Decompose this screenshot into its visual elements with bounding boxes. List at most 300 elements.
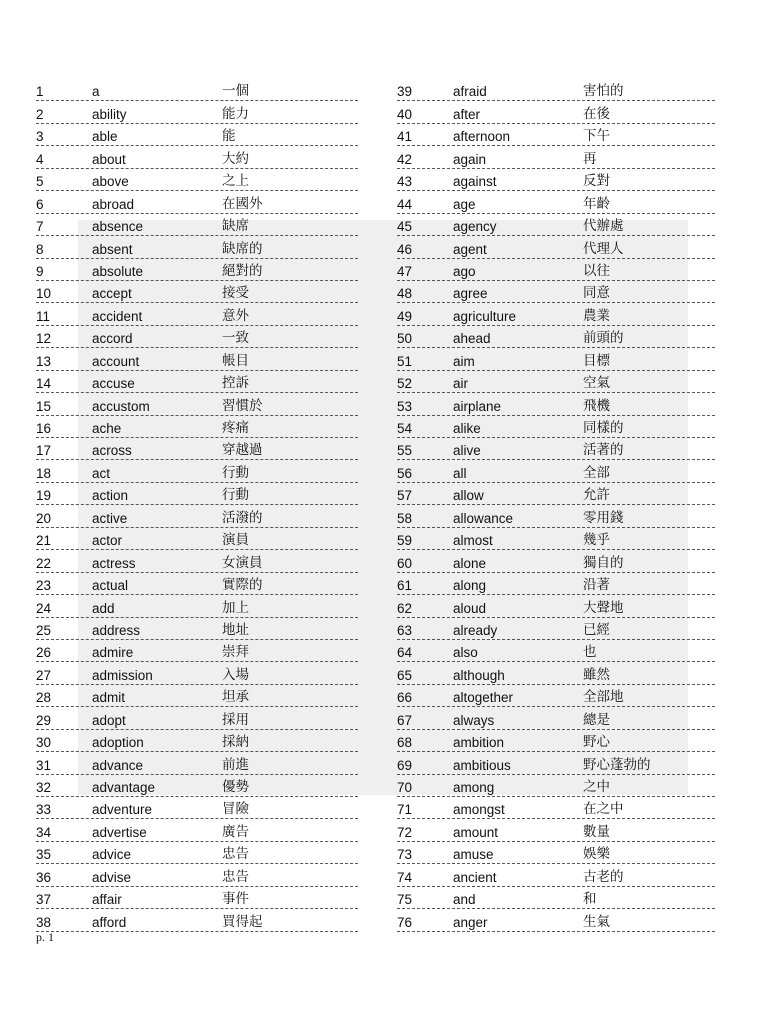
- vocab-row: [397, 550, 715, 572]
- entry-number: 64: [397, 645, 413, 661]
- entry-number: 30: [36, 735, 52, 751]
- english-word: amount: [453, 824, 499, 840]
- english-word: admit: [92, 690, 126, 706]
- vocab-row: [397, 842, 715, 864]
- entry-number: 34: [36, 824, 52, 840]
- english-word: advise: [92, 869, 132, 885]
- chinese-translation: 下午: [583, 128, 610, 145]
- entry-number: 59: [397, 533, 413, 549]
- chinese-translation: 加上: [222, 599, 249, 616]
- english-word: age: [453, 196, 476, 212]
- entry-number: 54: [397, 421, 413, 436]
- chinese-translation: 以往: [583, 262, 610, 279]
- entry-number: 21: [36, 533, 52, 549]
- entry-number: 57: [397, 488, 413, 504]
- english-word: also: [453, 645, 478, 661]
- chinese-translation: 大約: [222, 150, 249, 167]
- chinese-translation: 總是: [583, 711, 610, 728]
- english-word: adventure: [92, 802, 153, 818]
- vocab-row: [36, 730, 358, 752]
- english-word: altogether: [453, 690, 514, 706]
- chinese-translation: 實際的: [222, 577, 263, 594]
- entry-number: 8: [36, 241, 44, 257]
- chinese-translation: 娛樂: [583, 846, 610, 863]
- chinese-translation: 絕對的: [222, 262, 263, 279]
- entry-number: 11: [36, 308, 51, 324]
- vocab-row: [36, 214, 358, 236]
- english-word: agriculture: [453, 308, 517, 324]
- vocab-row: [397, 797, 715, 819]
- vocab-row: [397, 348, 715, 370]
- vocab-row: [397, 707, 715, 729]
- chinese-translation: 優勢: [222, 779, 249, 795]
- chinese-translation: 採納: [222, 734, 249, 751]
- entry-number: 6: [36, 196, 44, 212]
- english-word: active: [92, 510, 128, 526]
- entry-number: 16: [36, 421, 52, 436]
- entry-number: 18: [36, 465, 52, 481]
- english-word: admission: [92, 667, 153, 683]
- chinese-translation: 在後: [583, 105, 610, 122]
- chinese-translation: 演員: [222, 532, 249, 549]
- english-word: among: [453, 780, 495, 795]
- vocab-row: [36, 191, 358, 213]
- english-word: absence: [92, 219, 144, 235]
- chinese-translation: 零用錢: [583, 509, 624, 526]
- chinese-translation: 忠告: [222, 868, 249, 885]
- english-word: advertise: [92, 824, 147, 840]
- chinese-translation: 帳目: [222, 352, 249, 369]
- chinese-translation: 反對: [583, 173, 610, 190]
- vocab-row: [397, 438, 715, 460]
- entry-number: 43: [397, 174, 413, 190]
- english-word: alone: [453, 555, 487, 571]
- english-word: alive: [453, 443, 481, 459]
- chinese-translation: 控訴: [222, 375, 249, 392]
- vocab-row: [397, 259, 715, 281]
- chinese-translation: 同樣的: [583, 420, 624, 436]
- entry-number: 4: [36, 151, 44, 167]
- vocab-row: [397, 460, 715, 482]
- chinese-translation: 接受: [222, 285, 249, 302]
- entry-number: 69: [397, 757, 413, 773]
- entry-number: 15: [36, 398, 52, 414]
- entry-number: 7: [36, 219, 44, 235]
- english-word: ago: [453, 263, 476, 279]
- vocab-row: [397, 371, 715, 393]
- english-word: advantage: [92, 780, 156, 795]
- chinese-translation: 年齡: [583, 195, 610, 212]
- chinese-translation: 大聲地: [583, 599, 624, 616]
- english-word: above: [92, 174, 129, 190]
- english-word: accuse: [92, 376, 135, 392]
- entry-number: 13: [36, 353, 52, 369]
- chinese-translation: 在國外: [222, 195, 263, 212]
- vocab-row: [36, 819, 358, 841]
- entry-number: 72: [397, 824, 413, 840]
- vocab-row: [397, 124, 715, 146]
- english-word: ability: [92, 106, 127, 122]
- vocab-row: [36, 101, 358, 123]
- entry-number: 70: [397, 780, 413, 795]
- english-word: add: [92, 600, 115, 616]
- entry-number: 42: [397, 151, 413, 167]
- entry-number: 65: [397, 667, 413, 683]
- vocab-row: [397, 326, 715, 348]
- vocab-row: [397, 101, 715, 123]
- entry-number: 67: [397, 712, 413, 728]
- chinese-translation: 雖然: [583, 666, 610, 683]
- chinese-translation: 也: [583, 644, 597, 661]
- entry-number: 44: [397, 196, 413, 212]
- vocab-row: [397, 730, 715, 752]
- chinese-translation: 數量: [583, 823, 610, 840]
- chinese-translation: 野心蓬勃的: [583, 756, 651, 773]
- english-word: aloud: [453, 600, 487, 616]
- vocab-row: [36, 797, 358, 819]
- vocab-row: [36, 393, 358, 415]
- entry-number: 35: [36, 847, 52, 863]
- vocab-row: [397, 146, 715, 168]
- vocab-row: [397, 662, 715, 684]
- chinese-translation: 活潑的: [222, 509, 263, 526]
- chinese-translation: 沿著: [583, 577, 610, 594]
- english-word: ahead: [453, 331, 491, 347]
- chinese-translation: 一個: [222, 83, 249, 100]
- entry-number: 73: [397, 847, 413, 863]
- english-word: allowance: [453, 510, 514, 526]
- entry-number: 66: [397, 690, 413, 706]
- vocab-row: [397, 236, 715, 258]
- entry-number: 48: [397, 286, 413, 302]
- chinese-translation: 入場: [222, 666, 249, 683]
- english-word: afford: [92, 914, 127, 930]
- english-word: amongst: [453, 802, 505, 818]
- entry-number: 63: [397, 622, 413, 638]
- entry-number: 3: [36, 129, 44, 145]
- vocab-row: [36, 259, 358, 281]
- english-word: ambitious: [453, 757, 511, 773]
- vocab-row: [397, 775, 715, 797]
- english-word: account: [92, 353, 140, 369]
- chinese-translation: 野心: [583, 734, 610, 751]
- vocab-row: [397, 214, 715, 236]
- english-word: advice: [92, 847, 132, 863]
- entry-number: 31: [36, 757, 52, 773]
- chinese-translation: 空氣: [583, 375, 610, 392]
- english-word: ambition: [453, 735, 505, 751]
- english-word: and: [453, 892, 476, 908]
- vocab-row: [397, 191, 715, 213]
- english-word: always: [453, 712, 495, 728]
- entry-number: 9: [36, 263, 44, 279]
- entry-number: 22: [36, 555, 52, 571]
- vocab-row: [36, 573, 358, 595]
- chinese-translation: 缺席的: [222, 240, 263, 257]
- vocab-row: [397, 505, 715, 527]
- entry-number: 17: [36, 443, 52, 459]
- entry-number: 27: [36, 667, 52, 683]
- entry-number: 20: [36, 510, 52, 526]
- vocab-row: [397, 640, 715, 662]
- english-word: accustom: [92, 398, 150, 414]
- vocab-row: [36, 483, 358, 505]
- vocab-row: [397, 752, 715, 774]
- english-word: all: [453, 465, 467, 481]
- entry-number: 51: [397, 353, 413, 369]
- vocab-row: [36, 550, 358, 572]
- english-word: after: [453, 106, 481, 122]
- english-word: again: [453, 151, 487, 167]
- vocab-row: [36, 662, 358, 684]
- chinese-translation: 穿越過: [222, 442, 263, 459]
- vocab-row: [36, 775, 358, 797]
- chinese-translation: 習慣於: [222, 397, 263, 414]
- chinese-translation: 行動: [222, 464, 249, 481]
- chinese-translation: 全部地: [583, 689, 624, 706]
- vocab-row: [397, 909, 715, 931]
- entry-number: 45: [397, 219, 413, 235]
- entry-number: 40: [397, 106, 413, 122]
- entry-number: 10: [36, 286, 52, 302]
- entry-number: 5: [36, 174, 44, 190]
- chinese-translation: 廣告: [222, 823, 249, 840]
- english-word: able: [92, 129, 118, 145]
- english-word: actor: [92, 533, 123, 549]
- chinese-translation: 之中: [583, 779, 610, 795]
- entry-number: 46: [397, 241, 413, 257]
- chinese-translation: 能力: [222, 105, 249, 122]
- vocab-row: [36, 416, 358, 438]
- chinese-translation: 買得起: [222, 913, 263, 930]
- chinese-translation: 和: [583, 891, 597, 908]
- english-word: advance: [92, 757, 144, 773]
- english-word: ancient: [453, 869, 497, 885]
- chinese-translation: 目標: [583, 352, 610, 369]
- entry-number: 58: [397, 510, 413, 526]
- english-word: airplane: [453, 398, 502, 414]
- vocab-row: [36, 864, 358, 886]
- vocab-row: [36, 842, 358, 864]
- chinese-translation: 一致: [222, 330, 249, 347]
- vocab-column-left: [36, 79, 358, 932]
- vocab-row: [36, 640, 358, 662]
- chinese-translation: 崇拜: [222, 644, 249, 661]
- english-word: accident: [92, 308, 143, 324]
- chinese-translation: 古老的: [583, 868, 624, 885]
- chinese-translation: 幾乎: [583, 532, 610, 549]
- entry-number: 76: [397, 914, 413, 930]
- vocab-row: [36, 236, 358, 258]
- chinese-translation: 疼痛: [222, 420, 249, 436]
- vocab-row: [36, 752, 358, 774]
- chinese-translation: 全部: [583, 464, 610, 481]
- chinese-translation: 代辦處: [583, 218, 624, 235]
- chinese-translation: 忠告: [222, 846, 249, 863]
- chinese-translation: 前進: [222, 756, 249, 773]
- entry-number: 47: [397, 263, 413, 279]
- english-word: allow: [453, 488, 484, 504]
- english-word: actual: [92, 578, 129, 594]
- vocab-row: [36, 909, 358, 931]
- vocab-row: [36, 528, 358, 550]
- english-word: about: [92, 151, 126, 167]
- entry-number: 75: [397, 892, 413, 908]
- entry-number: 62: [397, 600, 413, 616]
- english-word: aim: [453, 353, 475, 369]
- vocab-row: [397, 528, 715, 550]
- english-word: address: [92, 622, 141, 638]
- english-word: agency: [453, 219, 497, 235]
- vocab-row: [36, 460, 358, 482]
- english-word: across: [92, 443, 132, 459]
- vocab-row: [36, 371, 358, 393]
- english-word: although: [453, 667, 505, 683]
- vocab-row: [397, 393, 715, 415]
- vocab-row: [36, 326, 358, 348]
- vocab-row: [397, 618, 715, 640]
- entry-number: 52: [397, 376, 413, 392]
- entry-number: 14: [36, 376, 52, 392]
- vocab-row: [36, 146, 358, 168]
- chinese-translation: 採用: [222, 711, 249, 728]
- chinese-translation: 飛機: [583, 397, 610, 414]
- page-number: p. 1: [36, 930, 54, 944]
- vocab-row: [36, 595, 358, 617]
- chinese-translation: 允許: [583, 487, 610, 504]
- english-word: along: [453, 578, 487, 594]
- chinese-translation: 地址: [222, 621, 249, 638]
- entry-number: 25: [36, 622, 52, 638]
- vocab-column-right: [397, 79, 715, 932]
- vocab-row: [397, 79, 715, 101]
- english-word: a: [92, 84, 100, 100]
- entry-number: 28: [36, 690, 52, 706]
- english-word: almost: [453, 533, 493, 549]
- english-word: absolute: [92, 263, 144, 279]
- chinese-translation: 冒險: [222, 801, 249, 818]
- english-word: agree: [453, 286, 488, 302]
- chinese-translation: 獨自的: [583, 554, 624, 571]
- entry-number: 29: [36, 712, 52, 728]
- chinese-translation: 意外: [222, 307, 249, 324]
- english-word: already: [453, 622, 498, 638]
- english-word: against: [453, 174, 497, 190]
- english-word: actress: [92, 555, 136, 571]
- chinese-translation: 生氣: [583, 913, 610, 930]
- vocab-row: [36, 887, 358, 909]
- vocab-row: [36, 79, 358, 101]
- vocab-row: [36, 348, 358, 370]
- chinese-translation: 坦承: [222, 689, 249, 706]
- vocab-row: [397, 169, 715, 191]
- vocab-row: [397, 416, 715, 438]
- chinese-translation: 事件: [222, 891, 249, 908]
- english-word: accord: [92, 331, 133, 347]
- english-word: afternoon: [453, 129, 511, 145]
- vocab-row: [36, 707, 358, 729]
- vocab-row: [36, 281, 358, 303]
- entry-number: 24: [36, 600, 52, 616]
- english-word: adoption: [92, 735, 144, 751]
- english-word: amuse: [453, 847, 494, 863]
- entry-number: 41: [397, 129, 413, 145]
- entry-number: 61: [397, 578, 413, 594]
- english-word: agent: [453, 241, 487, 257]
- entry-number: 26: [36, 645, 52, 661]
- vocab-row: [397, 595, 715, 617]
- vocab-row: [36, 124, 358, 146]
- english-word: anger: [453, 914, 488, 930]
- entry-number: 2: [36, 106, 44, 122]
- entry-number: 33: [36, 802, 52, 818]
- chinese-translation: 女演員: [222, 554, 263, 571]
- english-word: alike: [453, 421, 481, 436]
- english-word: air: [453, 376, 469, 392]
- english-word: affair: [92, 892, 122, 908]
- vocab-row: [397, 685, 715, 707]
- vocab-row: [36, 303, 358, 325]
- entry-number: 1: [36, 84, 44, 100]
- entry-number: 19: [36, 488, 52, 504]
- english-word: admire: [92, 645, 134, 661]
- chinese-translation: 在之中: [583, 801, 624, 818]
- vocab-row: [397, 864, 715, 886]
- vocab-row: [36, 438, 358, 460]
- entry-number: 71: [397, 802, 413, 818]
- entry-number: 39: [397, 84, 413, 100]
- entry-number: 37: [36, 892, 52, 908]
- vocab-row: [36, 169, 358, 191]
- entry-number: 74: [397, 869, 413, 885]
- vocab-row: [397, 483, 715, 505]
- chinese-translation: 活著的: [583, 442, 624, 459]
- vocab-row: [397, 819, 715, 841]
- english-word: action: [92, 488, 129, 504]
- english-word: ache: [92, 421, 122, 436]
- chinese-translation: 害怕的: [583, 83, 624, 100]
- chinese-translation: 代理人: [583, 240, 624, 257]
- chinese-translation: 缺席: [222, 218, 249, 235]
- chinese-translation: 已經: [583, 621, 610, 638]
- entry-number: 36: [36, 869, 52, 885]
- english-word: afraid: [453, 84, 487, 100]
- chinese-translation: 之上: [222, 173, 249, 190]
- entry-number: 53: [397, 398, 413, 414]
- vocab-row: [36, 505, 358, 527]
- chinese-translation: 前頭的: [583, 330, 624, 347]
- entry-number: 23: [36, 578, 52, 594]
- chinese-translation: 能: [222, 128, 236, 145]
- entry-number: 56: [397, 465, 413, 481]
- vocab-row: [397, 573, 715, 595]
- vocab-row: [397, 281, 715, 303]
- chinese-translation: 農業: [583, 307, 610, 324]
- chinese-translation: 再: [583, 150, 597, 167]
- entry-number: 12: [36, 331, 52, 347]
- entry-number: 68: [397, 735, 413, 751]
- vocab-row: [36, 618, 358, 640]
- vocab-row: [36, 685, 358, 707]
- entry-number: 49: [397, 308, 413, 324]
- entry-number: 50: [397, 331, 413, 347]
- entry-number: 38: [36, 914, 52, 930]
- vocab-row: [397, 303, 715, 325]
- vocab-row: [397, 887, 715, 909]
- english-word: abroad: [92, 196, 135, 212]
- english-word: absent: [92, 241, 133, 257]
- english-word: act: [92, 465, 111, 481]
